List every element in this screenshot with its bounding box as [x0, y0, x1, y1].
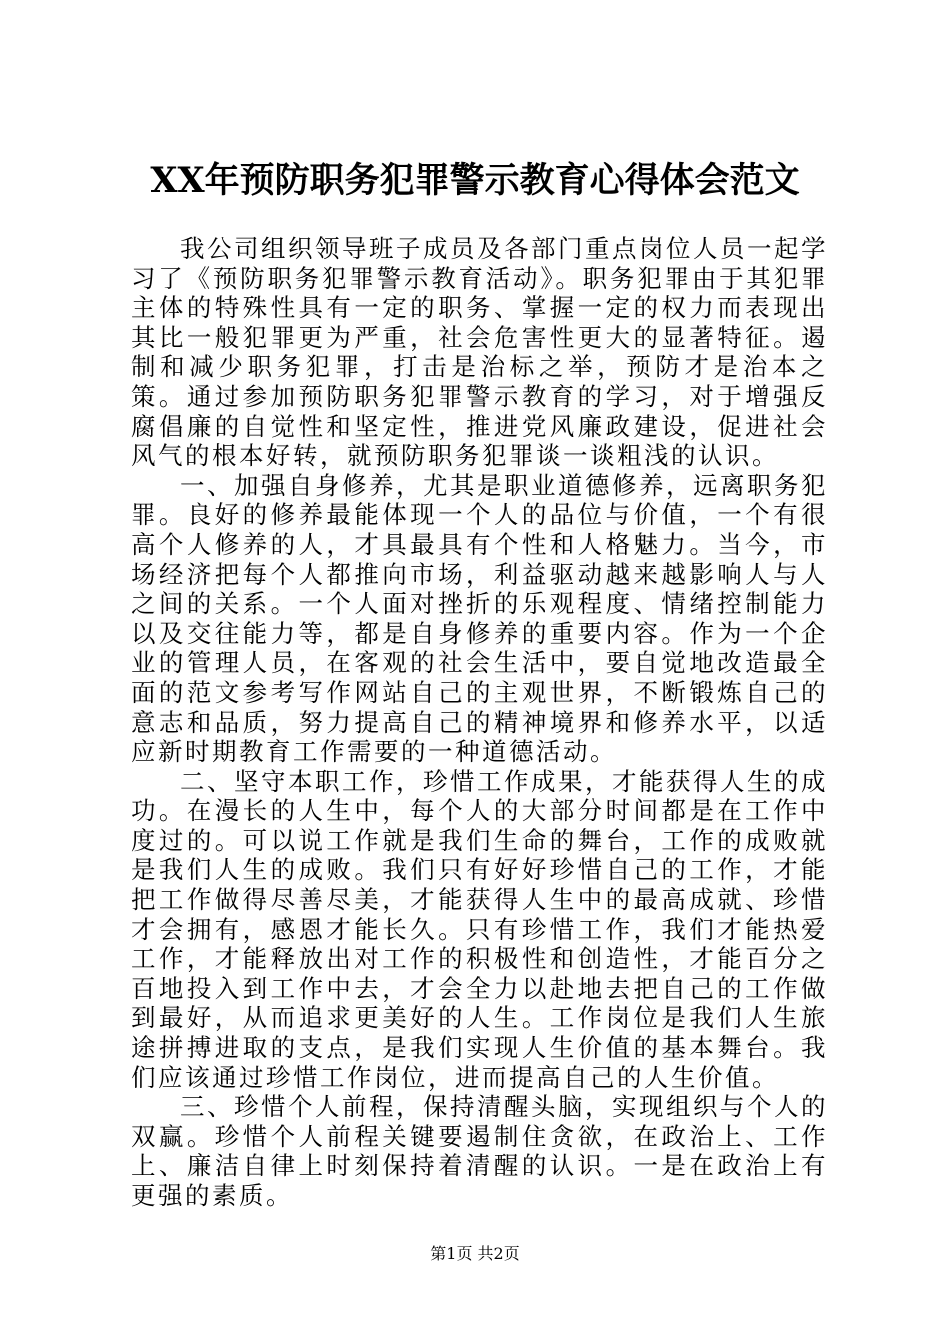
paragraph-point-1: 一、加强自身修养，尤其是职业道德修养，远离职务犯罪。良好的修养最能体现一个人的品位与价值，一个有很高个人修养的人，才具最具有个性和人格魅力。当今，市场经济把每个人都推向市场，利益驱动越来越影响人与人之间的关系。一个人面对挫折的乐观程度、情绪控制能力以及交往能力等，都是自身修养的重要内容。作为一个企业的管理人员，在客观的社会生活中，要自觉地改造最全面的范文参考写作网站自己的主观世界，不断锻炼自己的意志和品质，努力提高自己的精神境界和修养水平，以适应新时期教育工作需要的一种道德活动。 — [131, 470, 828, 767]
paragraph-intro: 我公司组织领导班子成员及各部门重点岗位人员一起学习了《预防职务犯罪警示教育活动》。职务犯罪由于其犯罪主体的特殊性具有一定的职务、掌握一定的权力而表现出其比一般犯罪更为严重，社会危害性更大的显著特征。遏制和减少职务犯罪，打击是治标之举，预防才是治本之策。通过参加预防职务犯罪警示教育的学习，对于增强反腐倡廉的自觉性和坚定性，推进党风廉政建设，促进社会风气的根本好转，就预防职务犯罪谈一谈粗浅的认识。 — [131, 234, 828, 471]
document-body — [131, 234, 828, 1211]
paragraph-point-3: 三、珍惜个人前程，保持清醒头脑，实现组织与个人的双赢。珍惜个人前程关键要遏制住贪欲，在政治上、工作上、廉洁自律上时刻保持着清醒的认识。一是在政治上有更强的素质。 — [131, 1092, 828, 1210]
paragraph-point-2: 二、坚守本职工作，珍惜工作成果，才能获得人生的成功。在漫长的人生中，每个人的大部分时间都是在工作中度过的。可以说工作就是我们生命的舞台，工作的成败就是我们人生的成败。我们只有好好珍惜自己的工作，才能把工作做得尽善尽美，才能获得人生中的最高成就、珍惜才会拥有，感恩才能长久。只有珍惜工作，我们才能热爱工作，才能释放出对工作的积极性和创造性，才能百分之百地投入到工作中去，才会全力以赴地去把自己的工作做到最好，从而追求更美好的人生。工作岗位是我们人生旅途拼搏进取的支点，是我们实现人生价值的基本舞台。我们应该通过珍惜工作岗位，进而提高自己的人生价值。 — [131, 766, 828, 1092]
page-number-footer: 第1页 共2页 — [430, 1244, 520, 1263]
document-title: XX年预防职务犯罪警示教育心得体会范文 — [150, 160, 800, 201]
